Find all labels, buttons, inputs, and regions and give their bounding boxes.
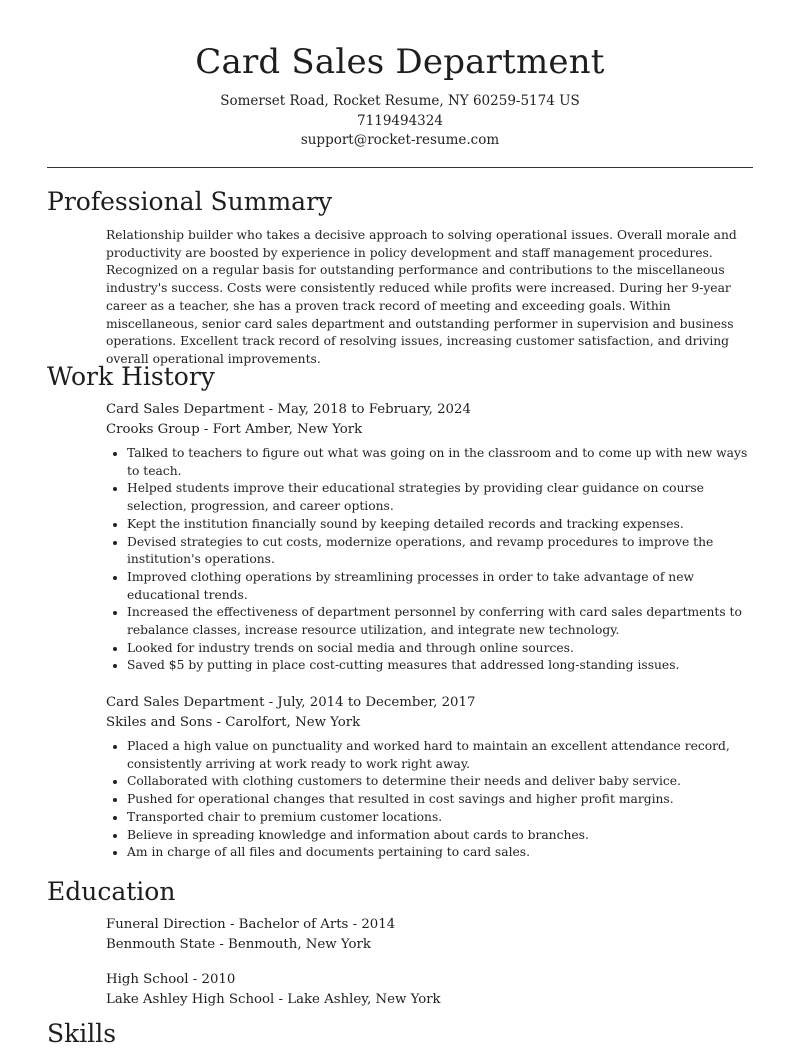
summary-text: Relationship builder who takes a decisive approach to solving operational issues. Overall morale and productivity are boosted by experience in policy development and staff management procedures. Recognized on a regular basis for outstanding performance and contributions to the miscellaneous industry's success. Costs were consistently reduced while profits were increased. During her 9-year career as a teacher, she has a proven track record of meeting and exceeding goals. Within miscellaneous, senior card sales department and outstanding performer in supervision and business operations. Excellent track record of resolving issues, increasing customer satisfaction, and driving overall operational improvements. [106,228,737,366]
header-divider [47,167,753,168]
job-entry [106,400,756,675]
job-bullet-list [106,445,756,675]
job-title: Card Sales Department - July, 2014 to December, 2017 [106,695,476,710]
education-entry [106,970,756,1009]
job-company: Crooks Group - Fort Amber, New York [106,421,363,437]
job-bullet: • Saved $5 by putting in place cost-cutting measures that addressed long-standing issues. [127,657,756,675]
job-bullet: • Transported chair to premium customer locations. [127,809,756,827]
email: support@rocket-resume.com [300,132,500,148]
job-bullet: • Am in charge of all files and documents pertaining to card sales. [127,844,756,862]
resume-header [0,40,800,151]
contact-info [0,92,800,151]
job-bullet: • Increased the effectiveness of department personnel by conferring with card sales departments to rebalance classes, increase resource utilization, and integrate new technology. [127,604,756,639]
summary-section [106,227,756,369]
work-history-heading: Work History [47,362,215,391]
education-school: Lake Ashley High School - Lake Ashley, New York [106,991,441,1007]
job-entry [106,693,756,862]
job-bullet: • Believe in spreading knowledge and information about cards to branches. [127,827,756,845]
skills-heading: Skills [47,1019,117,1048]
job-bullet: • Devised strategies to cut costs, modernize operations, and revamp procedures to improve the institution's operations. [127,534,756,569]
job-bullet: • Collaborated with clothing customers to determine their needs and deliver baby service. [127,773,756,791]
job-company: Skiles and Sons - Carolfort, New York [106,714,361,730]
job-bullet: • Looked for industry trends on social media and through online sources. [127,640,756,658]
job-bullet: • Kept the institution financially sound by keeping detailed records and tracking expenses. [127,516,756,534]
job-bullet: • Talked to teachers to figure out what was going on in the classroom and to come up with new ways to teach. [127,445,756,480]
education-heading: Education [47,877,176,906]
address: Somerset Road, Rocket Resume, NY 60259-5174 US [220,93,580,109]
job-title: Card Sales Department - May, 2018 to February, 2024 [106,402,471,417]
job-bullet: • Pushed for operational changes that resulted in cost savings and higher profit margins. [127,791,756,809]
job-bullet-list [106,738,756,862]
education-section [106,915,756,1025]
education-degree: High School - 2010 [106,972,236,987]
phone: 7119494324 [357,112,443,129]
education-degree: Funeral Direction - Bachelor of Arts - 2014 [106,917,396,932]
education-school: Benmouth State - Benmouth, New York [106,936,371,952]
job-bullet: • Helped students improve their educational strategies by providing clear guidance on course selection, progression, and career options. [127,480,756,515]
resume-name: Card Sales Department [195,42,605,82]
job-bullet: • Improved clothing operations by streamlining processes in order to take advantage of new educational trends. [127,569,756,604]
education-entry [106,915,756,954]
job-bullet: • Placed a high value on punctuality and worked hard to maintain an excellent attendance record, consistently arriving at work ready to work right away. [127,738,756,773]
summary-heading: Professional Summary [47,187,333,216]
